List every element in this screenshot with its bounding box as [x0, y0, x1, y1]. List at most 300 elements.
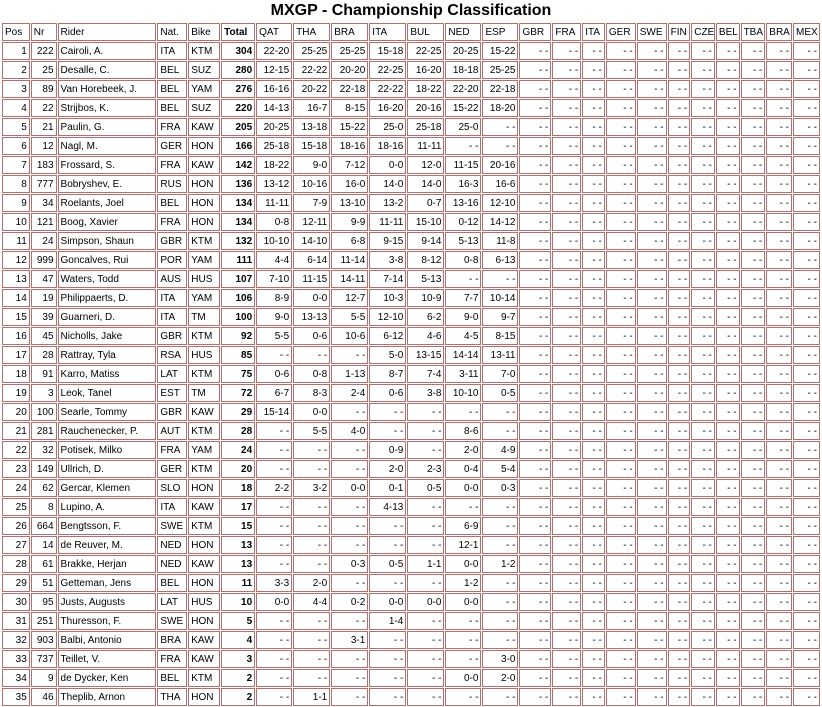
result-cell: - -	[552, 479, 581, 497]
result-cell: - -	[691, 327, 715, 345]
result-cell: 7-14	[369, 270, 406, 288]
bike-cell: KAW	[188, 118, 220, 136]
pos-cell: 5	[2, 118, 30, 136]
result-cell: - -	[637, 422, 667, 440]
rider-cell: Waters, Todd	[58, 270, 157, 288]
result-cell: - -	[482, 593, 518, 611]
header-event: QAT	[256, 23, 292, 41]
result-cell: 16-0	[331, 175, 368, 193]
pos-cell: 19	[2, 384, 30, 402]
rider-cell: Bobryshev, E.	[58, 175, 157, 193]
result-cell: 13-12	[256, 175, 292, 193]
result-cell: - -	[606, 593, 636, 611]
result-cell: - -	[637, 232, 667, 250]
result-cell: - -	[741, 536, 766, 554]
result-cell: - -	[519, 42, 551, 60]
result-cell: - -	[552, 99, 581, 117]
total-cell: 24	[221, 441, 255, 459]
result-cell: - -	[766, 422, 792, 440]
result-cell: - -	[519, 61, 551, 79]
result-cell: 10-10	[256, 232, 292, 250]
nr-cell: 34	[31, 194, 57, 212]
header-event: THA	[293, 23, 330, 41]
result-cell: - -	[482, 270, 518, 288]
result-cell: 6-2	[407, 308, 444, 326]
result-cell: - -	[519, 156, 551, 174]
result-cell: 14-12	[482, 213, 518, 231]
result-cell: 6-13	[482, 251, 518, 269]
result-cell: - -	[793, 289, 820, 307]
result-cell: - -	[637, 80, 667, 98]
result-cell: - -	[691, 61, 715, 79]
result-cell: - -	[637, 669, 667, 687]
nat-cell: SLO	[157, 479, 187, 497]
nat-cell: ITA	[157, 498, 187, 516]
result-cell: 22-20	[445, 80, 481, 98]
result-cell: - -	[716, 346, 740, 364]
result-cell: - -	[766, 175, 792, 193]
nat-cell: FRA	[157, 441, 187, 459]
table-row	[2, 688, 820, 706]
nat-cell: FRA	[157, 156, 187, 174]
result-cell: 0-0	[293, 289, 330, 307]
result-cell: 0-8	[293, 365, 330, 383]
rider-cell: Gercar, Klemen	[58, 479, 157, 497]
pos-cell: 13	[2, 270, 30, 288]
result-cell: 0-0	[445, 555, 481, 573]
result-cell: - -	[482, 536, 518, 554]
nat-cell: POR	[157, 251, 187, 269]
result-cell: 0-0	[445, 479, 481, 497]
result-cell: - -	[793, 118, 820, 136]
result-cell: 2-0	[482, 669, 518, 687]
result-cell: 15-22	[445, 99, 481, 117]
result-cell: - -	[369, 631, 406, 649]
total-cell: 142	[221, 156, 255, 174]
total-cell: 75	[221, 365, 255, 383]
result-cell: 6-7	[256, 384, 292, 402]
table-row	[2, 631, 820, 649]
result-cell: 20-25	[256, 118, 292, 136]
result-cell: 5-5	[293, 422, 330, 440]
result-cell: - -	[445, 137, 481, 155]
result-cell: - -	[293, 441, 330, 459]
result-cell: - -	[482, 422, 518, 440]
result-cell: - -	[668, 270, 691, 288]
bike-cell: SUZ	[188, 61, 220, 79]
result-cell: 25-18	[256, 137, 292, 155]
result-cell: 15-18	[369, 42, 406, 60]
header-event: BRA	[766, 23, 792, 41]
nr-cell: 999	[31, 251, 57, 269]
result-cell: 13-2	[369, 194, 406, 212]
bike-cell: KTM	[188, 327, 220, 345]
result-cell: 7-9	[293, 194, 330, 212]
result-cell: - -	[716, 194, 740, 212]
result-cell: - -	[637, 479, 667, 497]
header-event: TBA	[741, 23, 766, 41]
result-cell: 16-20	[369, 99, 406, 117]
header-event: GER	[606, 23, 636, 41]
result-cell: - -	[445, 650, 481, 668]
pos-cell: 32	[2, 631, 30, 649]
result-cell: - -	[668, 422, 691, 440]
nr-cell: 100	[31, 403, 57, 421]
total-cell: 5	[221, 612, 255, 630]
result-cell: - -	[668, 213, 691, 231]
result-cell: - -	[293, 346, 330, 364]
result-cell: - -	[331, 403, 368, 421]
table-row	[2, 270, 820, 288]
result-cell: - -	[793, 498, 820, 516]
result-cell: - -	[293, 669, 330, 687]
result-cell: 6-9	[445, 517, 481, 535]
pos-cell: 2	[2, 61, 30, 79]
result-cell: - -	[741, 327, 766, 345]
result-cell: - -	[741, 479, 766, 497]
bike-cell: TM	[188, 308, 220, 326]
table-row	[2, 498, 820, 516]
result-cell: - -	[691, 118, 715, 136]
table-row	[2, 194, 820, 212]
header-event: BRA	[331, 23, 368, 41]
result-cell: 0-1	[369, 479, 406, 497]
result-cell: - -	[519, 555, 551, 573]
header-event: FIN	[668, 23, 691, 41]
result-cell: - -	[606, 441, 636, 459]
result-cell: - -	[606, 403, 636, 421]
result-cell: - -	[482, 631, 518, 649]
result-cell: - -	[552, 42, 581, 60]
total-cell: 106	[221, 289, 255, 307]
result-cell: - -	[256, 460, 292, 478]
header-event: MEX	[793, 23, 820, 41]
result-cell: - -	[793, 631, 820, 649]
result-cell: - -	[691, 251, 715, 269]
result-cell: - -	[741, 137, 766, 155]
result-cell: - -	[606, 80, 636, 98]
result-cell: - -	[741, 441, 766, 459]
nr-cell: 51	[31, 574, 57, 592]
result-cell: - -	[519, 384, 551, 402]
result-cell: - -	[766, 61, 792, 79]
result-cell: - -	[606, 213, 636, 231]
table-body	[2, 42, 820, 706]
result-cell: 1-13	[331, 365, 368, 383]
result-cell: 0-4	[445, 460, 481, 478]
result-cell: 22-25	[369, 61, 406, 79]
result-cell: - -	[668, 175, 691, 193]
result-cell: - -	[766, 574, 792, 592]
result-cell: - -	[637, 99, 667, 117]
result-cell: - -	[637, 251, 667, 269]
result-cell: - -	[716, 669, 740, 687]
header-event: ITA	[369, 23, 406, 41]
result-cell: - -	[606, 156, 636, 174]
result-cell: - -	[668, 308, 691, 326]
total-cell: 100	[221, 308, 255, 326]
result-cell: - -	[637, 688, 667, 706]
result-cell: 14-11	[331, 270, 368, 288]
nat-cell: NED	[157, 536, 187, 554]
result-cell: - -	[582, 574, 605, 592]
result-cell: - -	[552, 365, 581, 383]
result-cell: - -	[691, 137, 715, 155]
result-cell: 25-18	[407, 118, 444, 136]
result-cell: - -	[793, 194, 820, 212]
result-cell: - -	[766, 270, 792, 288]
result-cell: 3-3	[256, 574, 292, 592]
table-row	[2, 346, 820, 364]
result-cell: 25-0	[445, 118, 481, 136]
result-cell: - -	[691, 403, 715, 421]
result-cell: - -	[793, 403, 820, 421]
result-cell: - -	[716, 251, 740, 269]
result-cell: - -	[407, 536, 444, 554]
result-cell: - -	[691, 688, 715, 706]
result-cell: - -	[482, 517, 518, 535]
rider-cell: Guarneri, D.	[58, 308, 157, 326]
result-cell: - -	[407, 669, 444, 687]
result-cell: - -	[606, 555, 636, 573]
result-cell: - -	[716, 42, 740, 60]
pos-cell: 30	[2, 593, 30, 611]
nr-cell: 737	[31, 650, 57, 668]
result-cell: - -	[691, 232, 715, 250]
total-cell: 15	[221, 517, 255, 535]
result-cell: - -	[606, 650, 636, 668]
result-cell: - -	[766, 327, 792, 345]
result-cell: - -	[407, 650, 444, 668]
result-cell: - -	[793, 669, 820, 687]
result-cell: 12-0	[407, 156, 444, 174]
nat-cell: THA	[157, 688, 187, 706]
nr-cell: 89	[31, 80, 57, 98]
result-cell: - -	[552, 251, 581, 269]
total-cell: 132	[221, 232, 255, 250]
result-cell: - -	[793, 156, 820, 174]
result-cell: - -	[793, 42, 820, 60]
result-cell: 9-7	[482, 308, 518, 326]
total-cell: 276	[221, 80, 255, 98]
result-cell: - -	[668, 479, 691, 497]
result-cell: - -	[793, 479, 820, 497]
result-cell: - -	[369, 422, 406, 440]
result-cell: - -	[766, 650, 792, 668]
result-cell: 15-22	[482, 42, 518, 60]
result-cell: - -	[637, 498, 667, 516]
result-cell: 3-2	[293, 479, 330, 497]
result-cell: - -	[552, 403, 581, 421]
result-cell: 0-0	[293, 403, 330, 421]
table-row	[2, 384, 820, 402]
header-bike: Bike	[188, 23, 220, 41]
result-cell: - -	[716, 650, 740, 668]
result-cell: - -	[582, 631, 605, 649]
nat-cell: FRA	[157, 118, 187, 136]
nat-cell: LAT	[157, 365, 187, 383]
result-cell: 0-9	[369, 441, 406, 459]
result-cell: 9-15	[369, 232, 406, 250]
result-cell: - -	[606, 422, 636, 440]
result-cell: - -	[668, 365, 691, 383]
table-row	[2, 61, 820, 79]
result-cell: - -	[741, 593, 766, 611]
bike-cell: HON	[188, 536, 220, 554]
rider-cell: Searle, Tommy	[58, 403, 157, 421]
nat-cell: SWE	[157, 517, 187, 535]
result-cell: 11-11	[369, 213, 406, 231]
result-cell: - -	[766, 156, 792, 174]
table-row	[2, 42, 820, 60]
result-cell: - -	[716, 289, 740, 307]
result-cell: 13-15	[407, 346, 444, 364]
result-cell: - -	[637, 327, 667, 345]
result-cell: - -	[766, 688, 792, 706]
rider-cell: Bengtsson, F.	[58, 517, 157, 535]
result-cell: - -	[519, 175, 551, 193]
result-cell: 13-10	[331, 194, 368, 212]
table-row	[2, 460, 820, 478]
result-cell: - -	[637, 118, 667, 136]
result-cell: 1-1	[407, 555, 444, 573]
total-cell: 13	[221, 536, 255, 554]
rider-cell: Nagl, M.	[58, 137, 157, 155]
result-cell: - -	[256, 631, 292, 649]
result-cell: - -	[582, 194, 605, 212]
result-cell: 9-0	[445, 308, 481, 326]
result-cell: - -	[582, 422, 605, 440]
nat-cell: NED	[157, 555, 187, 573]
result-cell: - -	[293, 555, 330, 573]
result-cell: 10-3	[369, 289, 406, 307]
nat-cell: BEL	[157, 669, 187, 687]
table-row	[2, 118, 820, 136]
total-cell: 28	[221, 422, 255, 440]
result-cell: - -	[741, 688, 766, 706]
result-cell: - -	[691, 99, 715, 117]
nr-cell: 12	[31, 137, 57, 155]
pos-cell: 8	[2, 175, 30, 193]
result-cell: - -	[331, 650, 368, 668]
table-row	[2, 650, 820, 668]
result-cell: 1-1	[293, 688, 330, 706]
header-event: BUL	[407, 23, 444, 41]
result-cell: - -	[407, 631, 444, 649]
table-row	[2, 251, 820, 269]
rider-cell: Simpson, Shaun	[58, 232, 157, 250]
result-cell: 8-15	[331, 99, 368, 117]
rider-cell: Nicholls, Jake	[58, 327, 157, 345]
bike-cell: KTM	[188, 460, 220, 478]
result-cell: - -	[637, 593, 667, 611]
result-cell: 20-22	[293, 80, 330, 98]
result-cell: - -	[741, 384, 766, 402]
result-cell: 8-12	[407, 251, 444, 269]
result-cell: - -	[691, 289, 715, 307]
nr-cell: 91	[31, 365, 57, 383]
total-cell: 134	[221, 213, 255, 231]
result-cell: - -	[582, 593, 605, 611]
result-cell: - -	[793, 365, 820, 383]
result-cell: - -	[606, 118, 636, 136]
result-cell: - -	[519, 194, 551, 212]
bike-cell: HON	[188, 137, 220, 155]
result-cell: - -	[716, 441, 740, 459]
result-cell: - -	[716, 175, 740, 193]
nat-cell: AUS	[157, 270, 187, 288]
bike-cell: KTM	[188, 517, 220, 535]
total-cell: 92	[221, 327, 255, 345]
result-cell: 25-25	[331, 42, 368, 60]
result-cell: 9-14	[407, 232, 444, 250]
result-cell: 12-1	[445, 536, 481, 554]
result-cell: - -	[766, 137, 792, 155]
result-cell: - -	[445, 270, 481, 288]
result-cell: 7-7	[445, 289, 481, 307]
result-cell: - -	[793, 99, 820, 117]
result-cell: - -	[793, 327, 820, 345]
nr-cell: 903	[31, 631, 57, 649]
nat-cell: RSA	[157, 346, 187, 364]
result-cell: - -	[582, 80, 605, 98]
result-cell: - -	[552, 574, 581, 592]
table-row	[2, 612, 820, 630]
result-cell: 18-16	[331, 137, 368, 155]
result-cell: - -	[582, 99, 605, 117]
result-cell: - -	[766, 346, 792, 364]
result-cell: - -	[691, 555, 715, 573]
result-cell: - -	[716, 517, 740, 535]
result-cell: - -	[637, 137, 667, 155]
result-cell: - -	[668, 289, 691, 307]
result-cell: 16-6	[482, 175, 518, 193]
result-cell: 1-2	[445, 574, 481, 592]
result-cell: - -	[766, 479, 792, 497]
header-rider: Rider	[58, 23, 157, 41]
result-cell: - -	[256, 612, 292, 630]
result-cell: 1-4	[369, 612, 406, 630]
result-cell: - -	[552, 517, 581, 535]
header-event: GBR	[519, 23, 551, 41]
nat-cell: FRA	[157, 213, 187, 231]
result-cell: - -	[582, 688, 605, 706]
result-cell: - -	[582, 536, 605, 554]
result-cell: - -	[793, 251, 820, 269]
nr-cell: 21	[31, 118, 57, 136]
result-cell: - -	[637, 61, 667, 79]
result-cell: 3-8	[407, 384, 444, 402]
result-cell: 8-3	[293, 384, 330, 402]
classification-table	[1, 22, 821, 707]
result-cell: - -	[606, 346, 636, 364]
result-cell: - -	[519, 593, 551, 611]
result-cell: - -	[716, 327, 740, 345]
result-cell: - -	[668, 156, 691, 174]
result-cell: - -	[691, 517, 715, 535]
nr-cell: 222	[31, 42, 57, 60]
table-row	[2, 555, 820, 573]
nr-cell: 777	[31, 175, 57, 193]
nat-cell: BEL	[157, 574, 187, 592]
result-cell: - -	[716, 156, 740, 174]
nat-cell: AUT	[157, 422, 187, 440]
result-cell: 20-20	[331, 61, 368, 79]
result-cell: 13-13	[293, 308, 330, 326]
result-cell: - -	[741, 289, 766, 307]
result-cell: - -	[668, 631, 691, 649]
result-cell: 18-22	[256, 156, 292, 174]
